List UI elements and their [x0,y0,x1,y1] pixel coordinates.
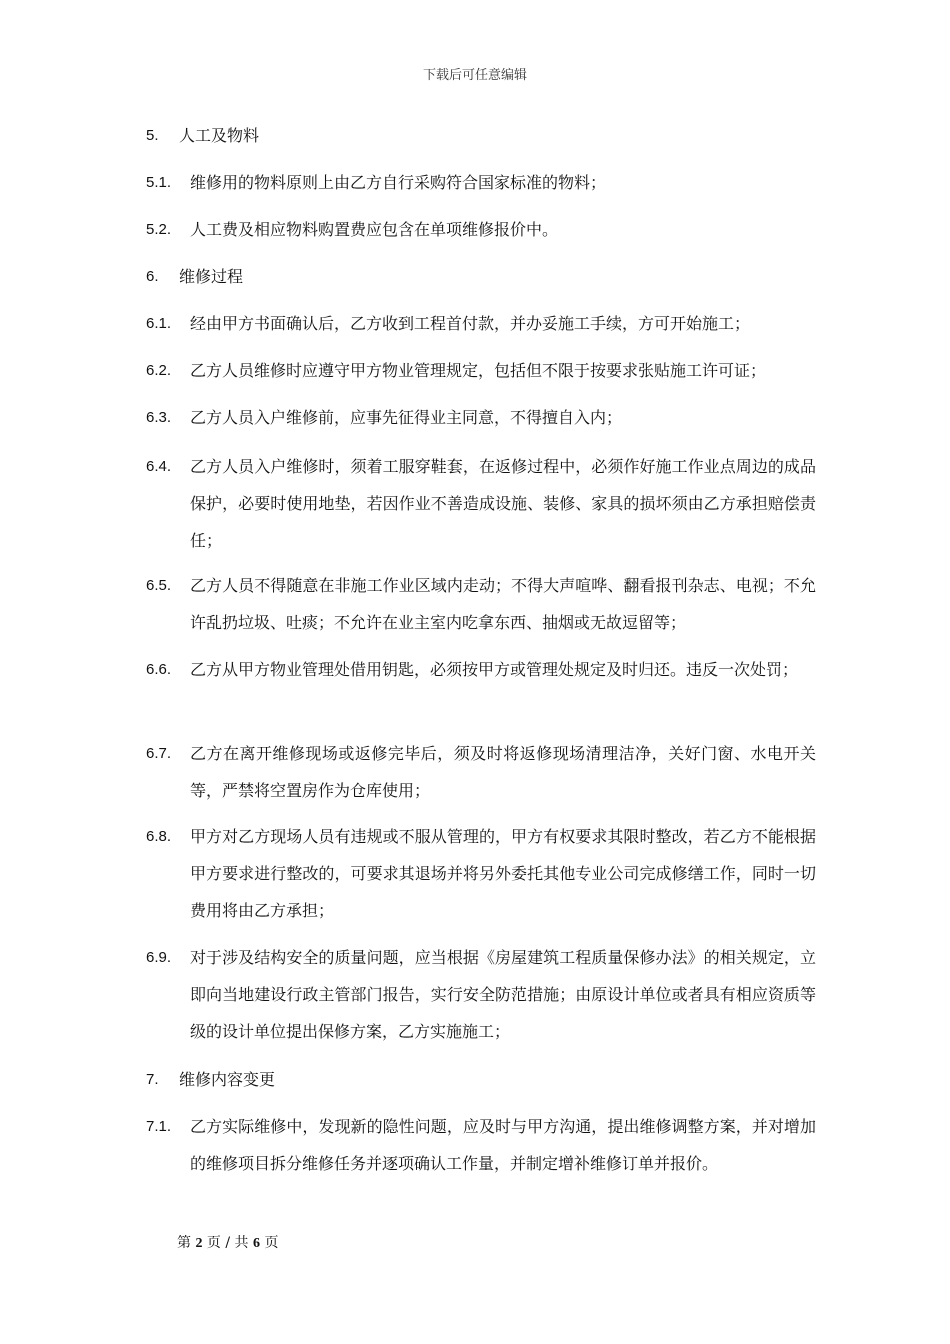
clause-number: 7.1. [146,1118,172,1135]
clause [146,651,816,688]
section-heading [146,117,816,154]
total-page-number: 6 [252,1236,260,1251]
clause [146,818,816,929]
clause-text: 甲方对乙方现场人员有违规或不服从管理的，甲方有权要求其限时整改，若乙方不能根据甲方要求进行整改的，可要求其退场并将另外委托其他专业公司完成修缮工作，同时一切费用将由乙方承担； [190,827,816,920]
section-number: 6. [146,268,159,285]
clause [146,567,816,641]
clause-text: 维修用的物料原则上由乙方自行采购符合国家标准的物料； [190,173,607,192]
section-heading [146,258,816,295]
section-text: 人工及物料 [179,126,260,145]
section-heading [146,1061,816,1098]
clause [146,448,816,559]
clause-text: 对于涉及结构安全的质量问题，应当根据《房屋建筑工程质量保修办法》的相关规定，立即向当地建设行政主管部门报告，实行安全防范措施；由原设计单位或者具有相应资质等级的设计单位提出保修方案，乙方实施施工； [190,948,816,1041]
footer-prefix: 第 [177,1235,191,1251]
clause-number: 6.6. [146,661,172,678]
clause-number: 6.3. [146,409,172,426]
clause-number: 5.1. [146,174,172,191]
clause-text: 人工费及相应物料购置费应包含在单项维修报价中。 [190,220,559,239]
section-text: 维修内容变更 [179,1070,276,1089]
clause-text: 乙方实际维修中，发现新的隐性问题，应及时与甲方沟通，提出维修调整方案，并对增加的维修项目拆分维修任务并逐项确认工作量，并制定增补维修订单并报价。 [190,1117,816,1173]
clause-number: 6.9. [146,949,172,966]
clause [146,164,816,201]
clause-text: 乙方人员维修时应遵守甲方物业管理规定，包括但不限于按要求张贴施工许可证； [190,361,767,380]
section-number: 5. [146,127,159,144]
clause-number: 6.2. [146,362,172,379]
clause-text: 乙方从甲方物业管理处借用钥匙，必须按甲方或管理处规定及时归还。违反一次处罚； [190,660,799,679]
page-footer [177,1232,278,1252]
clause-number: 6.8. [146,828,172,845]
clause-text: 乙方人员不得随意在非施工作业区域内走动；不得大声喧哗、翻看报刊杂志、电视；不允许乱扔垃圾、吐痰；不允许在业主室内吃拿东西、抽烟或无故逗留等； [190,576,816,632]
footer-middle: 页 / 共 [206,1235,249,1251]
section-text: 维修过程 [179,267,244,286]
clause-number: 6.7. [146,745,172,762]
section-number: 7. [146,1071,159,1088]
clause-text: 乙方在离开维修现场或返修完毕后，须及时将返修现场清理洁净，关好门窗、水电开关等，严禁将空置房作为仓库使用； [190,744,816,800]
clause-text: 经由甲方书面确认后，乙方收到工程首付款，并办妥施工手续，方可开始施工； [190,314,751,333]
clause [146,1108,816,1182]
clause-number: 5.2. [146,221,172,238]
clause [146,399,816,436]
clause [146,939,816,1050]
clause-text: 乙方人员入户维修前，应事先征得业主同意，不得擅自入内； [190,408,623,427]
clause-number: 6.1. [146,315,172,332]
clause [146,305,816,342]
clause-text: 乙方人员入户维修时，须着工服穿鞋套，在返修过程中，必须作好施工作业点周边的成品保护，必要时使用地垫，若因作业不善造成设施、装修、家具的损坏须由乙方承担赔偿责任； [190,457,816,550]
clause-number: 6.5. [146,577,172,594]
clause [146,211,816,248]
page-header: 下载后可任意编辑 [422,68,527,83]
clause [146,352,816,389]
clause [146,735,816,809]
current-page-number: 2 [195,1236,203,1251]
clause-number: 6.4. [146,458,172,475]
footer-suffix: 页 [264,1235,279,1251]
